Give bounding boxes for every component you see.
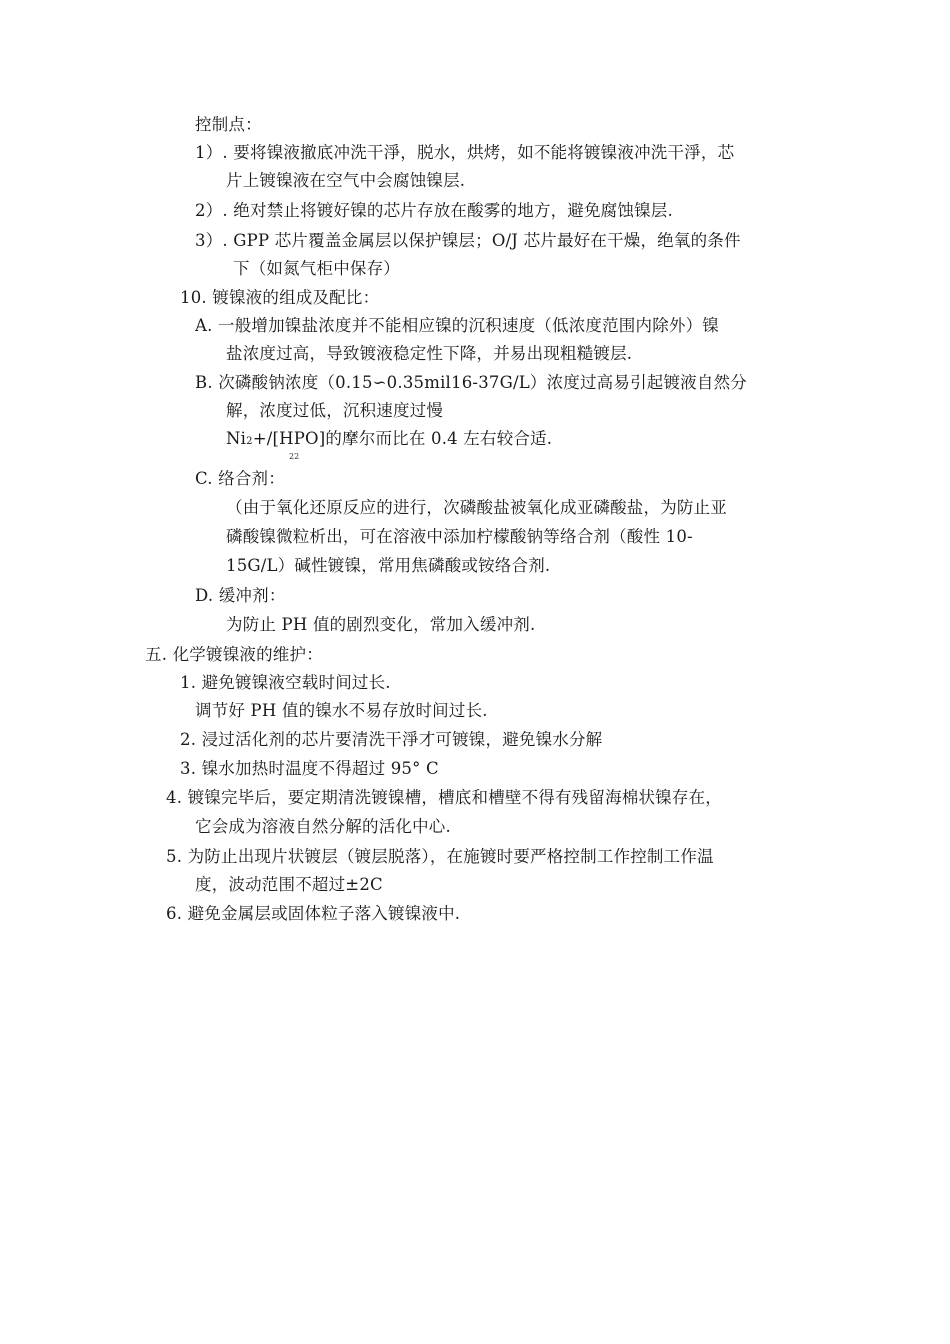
maintenance-4-cont: 它会成为溶液自然分解的活化中心. [195,817,451,836]
item-a: A. 一般增加镍盐浓度并不能相应镍的沉积速度（低浓度范围内除外）镍 [195,316,720,335]
control-point-3: 3）. GPP 芯片覆盖金属层以保护镍层；O/J 芯片最好在干燥，绝氧的条件 [195,231,741,250]
item-c-line-1: （由于氧化还原反应的进行，次磷酸盐被氧化成亚磷酸盐，为防止亚 [226,498,727,517]
item-b-ratio [226,428,552,453]
item-d-line-1: 为防止 PH 值的剧烈变化，常加入缓冲剂. [226,615,536,634]
control-point-1: 1）. 要将镍液撤底冲洗干淨，脱水，烘烤，如不能将镀镍液冲洗干淨，芯 [195,143,735,162]
item-b-cont: 解，浓度过低，沉积速度过慢 [226,401,444,420]
item-c-line-2: 磷酸镍微粒析出，可在溶液中添加柠檬酸钠等络合剂（酸性 10- [226,527,693,546]
ratio-ni-subscript: 2 [246,436,253,447]
control-point-1-cont: 片上镀镍液在空气中会腐蚀镍层. [226,171,466,190]
maintenance-6: 6. 避免金属层或固体粒子落入镀镍液中. [166,904,461,923]
maintenance-2: 2. 浸过活化剂的芯片要清洗干淨才可镀镍，避免镍水分解 [180,730,603,749]
maintenance-5-cont: 度，波动范围不超过±2C [195,875,383,894]
section-5-heading: 五. 化学镀镍液的维护： [145,645,323,664]
maintenance-5: 5. 为防止出现片状镀层（镀层脱落），在施镀时要严格控制工作控制工作温 [166,847,714,866]
item-c-line-3: 15G/L）碱性镀镍，常用焦磷酸或铵络合剂. [226,556,551,575]
ratio-text: +/[HPO]的摩尔而比在 0.4 左右较合适. [252,429,553,448]
maintenance-3: 3. 镍水加热时温度不得超过 95° C [180,759,439,778]
item-b: B. 次磷酸钠浓度（0.15∽0.35mil16-37G/L）浓度过高易引起镀液自然分 [195,373,747,392]
item-a-cont: 盐浓度过高，导致镀液稳定性下降，并易出现粗糙镀层. [226,344,633,363]
maintenance-1-cont: 调节好 PH 值的镍水不易存放时间过长. [195,701,488,720]
maintenance-4: 4. 镀镍完毕后，要定期清洗镀镍槽，槽底和槽壁不得有残留海棉状镍存在， [166,788,722,807]
control-point-3-cont: 下（如氮气柜中保存） [233,259,400,278]
control-point-2: 2）. 绝对禁止将镀好镍的芯片存放在酸雾的地方，避免腐蚀镍层. [195,201,673,220]
ratio-ni: Ni [226,429,247,448]
maintenance-1: 1. 避免镀镍液空载时间过长. [180,673,391,692]
control-points-heading: 控制点： [195,115,262,134]
ratio-small-note: 22 [289,452,300,461]
item-c: C. 络合剂： [195,469,285,488]
item-d: D. 缓冲剂： [195,586,286,605]
section-10-heading: 10. 镀镍液的组成及配比： [180,288,380,307]
